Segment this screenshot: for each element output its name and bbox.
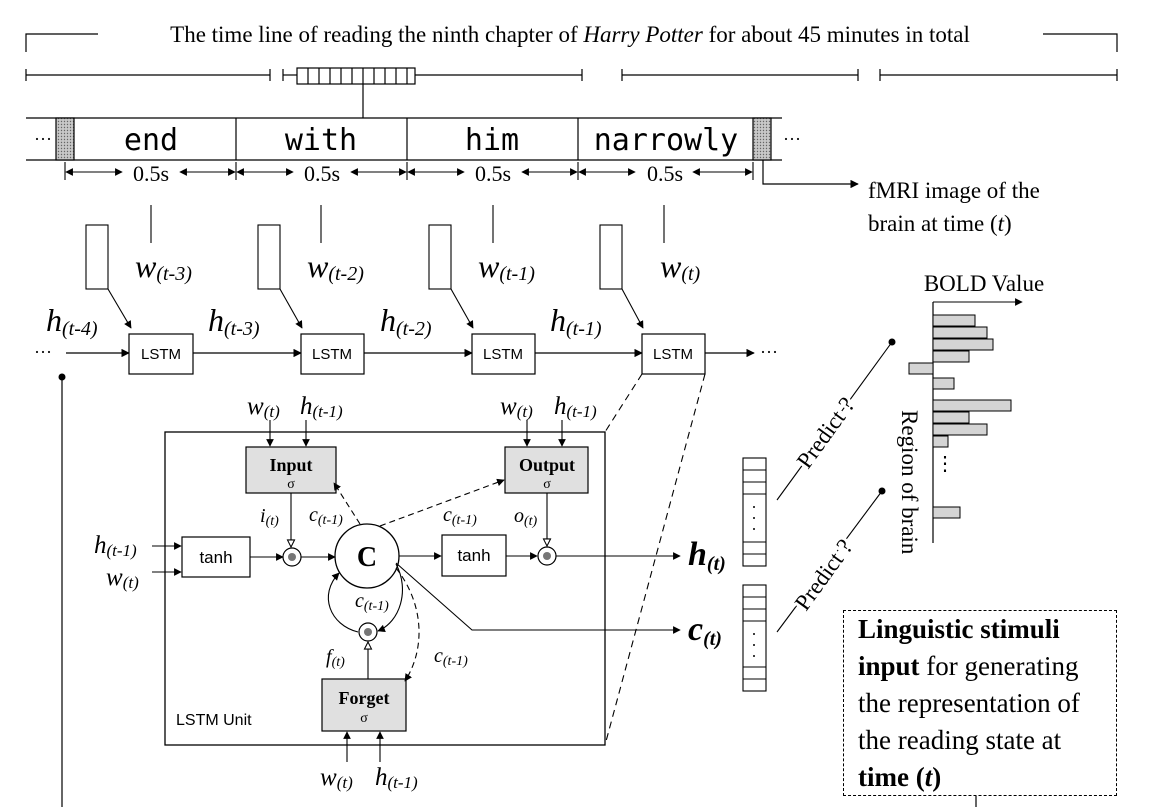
forget-gate-sigma: σ (360, 711, 368, 726)
output-gate-signal: o(t) (514, 505, 538, 529)
word-cell: end (123, 123, 179, 158)
word-input-label: w(t-1) (478, 248, 535, 285)
tanh-input-h: h(t-1) (94, 532, 137, 560)
predict-label: Predict ? (791, 392, 860, 473)
bold-chart-title: BOLD Value (923, 271, 1045, 296)
timeline-title: The time line of reading the ninth chapter of Harry Potter for about 45 minutes in total (170, 22, 970, 47)
forget-gate-title: Forget (338, 688, 390, 708)
predict-label: Predict ? (789, 534, 858, 615)
word-embedding-box (429, 225, 451, 289)
gate-input-h: h(t-1) (554, 393, 597, 421)
bold-bar (909, 363, 933, 374)
forget-gate-signal: f(t) (326, 646, 345, 670)
bold-bar (933, 378, 954, 389)
hidden-output-label: h(t) (688, 536, 726, 575)
word-embedding-box (86, 225, 108, 289)
stimuli-line: the reading state at (858, 725, 1062, 755)
fmri-annotation (763, 160, 1040, 236)
cell-state-label: C (356, 542, 378, 573)
lstm-cell-label: LSTM (652, 346, 694, 363)
chain-ellipsis-left: ··· (34, 342, 52, 362)
word-cell: him (464, 123, 520, 158)
word-embedding-box (258, 225, 280, 289)
word-input-label: w(t-3) (135, 248, 192, 285)
cell-peephole-label: c(t-1) (443, 504, 477, 528)
duration-markers (65, 161, 753, 186)
hidden-state-label: h(t-4) (46, 302, 98, 340)
stimuli-line: the representation of (858, 688, 1080, 718)
bold-chart-ellipsis: ⋮ (935, 453, 955, 475)
output-gate-title: Output (518, 455, 576, 475)
bold-bar (933, 507, 960, 518)
forget-input-h: h(t-1) (375, 764, 418, 792)
gate-input-w: w(t) (500, 393, 533, 421)
bold-chart-ylabel: Region of brain (897, 410, 922, 555)
cell-output-label: c(t) (688, 611, 722, 650)
stimuli-line: Linguistic stimuli (858, 614, 1060, 644)
forget-input-w: w(t) (320, 764, 353, 792)
fmri-scan-marker-right (753, 118, 771, 160)
word-embedding-box (600, 225, 622, 289)
fmri-label-line2: brain at time (t) (868, 211, 1012, 236)
word-input-label: w(t-2) (307, 248, 364, 285)
timeline-title-group (26, 22, 1117, 52)
input-gate-title: Input (269, 455, 313, 475)
bold-bars (909, 315, 1011, 518)
cell-vector (743, 585, 766, 691)
input-gate-sigma: σ (287, 477, 295, 492)
stimuli-line: input for generating (858, 651, 1079, 681)
duration-label: 0.5s (132, 161, 170, 186)
lstm-cell-label: LSTM (140, 346, 182, 363)
lstm-cell-label: LSTM (311, 346, 353, 363)
bold-bar (933, 339, 993, 350)
bold-bar (933, 315, 975, 326)
hidden-state-label: h(t-1) (550, 302, 602, 340)
tanh-label: tanh (457, 546, 491, 565)
lstm-unit-label: LSTM Unit (176, 712, 252, 729)
lstm-unit-detail (94, 393, 680, 792)
gate-input-h: h(t-1) (300, 393, 343, 421)
cell-peephole-label: c(t-1) (309, 504, 343, 528)
cell-peephole-label: c(t-1) (434, 645, 468, 669)
stimuli-line: time (t) (858, 762, 942, 792)
bold-bar (933, 424, 987, 435)
word-cell: with (284, 123, 358, 158)
tanh-input-w: w(t) (106, 564, 139, 592)
fmri-scan-marker-left (56, 118, 74, 160)
hidden-state-label: h(t-3) (208, 302, 260, 340)
bold-bar (933, 436, 948, 447)
duration-label: 0.5s (303, 161, 341, 186)
predict-links (777, 339, 896, 633)
duration-label: 0.5s (474, 161, 512, 186)
fmri-label-line1: fMRI image of the (868, 178, 1040, 203)
bold-bar (933, 400, 1011, 411)
bold-chart (897, 271, 1044, 555)
lstm-cell-label: LSTM (482, 346, 524, 363)
strip-ellipsis-left: ··· (34, 129, 52, 149)
unit-outputs (688, 536, 726, 650)
strip-ellipsis-right: ··· (783, 129, 801, 149)
bold-bar (933, 327, 987, 338)
hidden-state-label: h(t-2) (380, 302, 432, 340)
output-gate-sigma: σ (543, 477, 551, 492)
word-input-label: w(t) (660, 248, 701, 285)
chain-ellipsis-right: ··· (760, 342, 778, 362)
bold-bar (933, 412, 969, 423)
tanh-label: tanh (199, 548, 233, 567)
hidden-vector (743, 458, 766, 566)
timeline-zoom-box (297, 68, 415, 118)
cell-recurrent-label: c(t-1) (355, 590, 389, 614)
timeline-segments (26, 69, 1117, 81)
bold-bar (933, 351, 969, 362)
stimuli-description-box (843, 610, 1117, 796)
input-gate-signal: i(t) (260, 505, 279, 529)
word-strip (26, 118, 801, 160)
word-cell: narrowly (593, 123, 739, 158)
duration-label: 0.5s (646, 161, 684, 186)
gate-input-w: w(t) (247, 393, 280, 421)
